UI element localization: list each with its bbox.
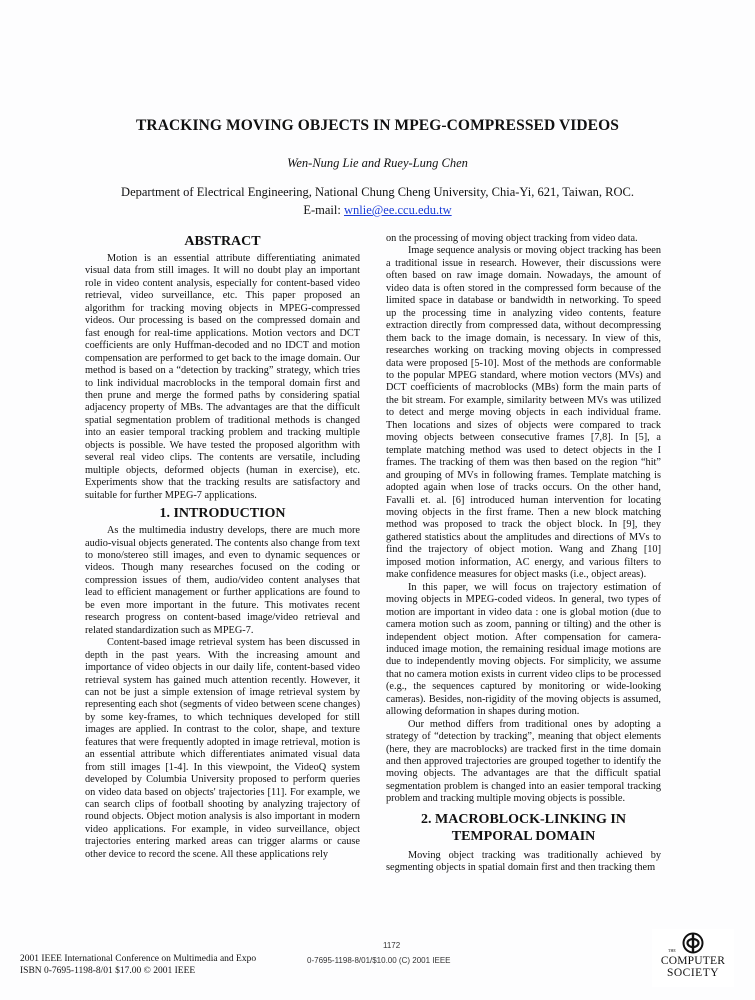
abstract-text: Motion is an essential attribute differentiating animated visual data from still images. It will no doubt play an important role in video content analysis, especially for content-based video retrieval, video surveillance, etc. This paper proposed an algorithm for tracking moving objects in MPEG-compressed videos. Our processing is based on the compressed domain and fast enough for real-time applications. Motion vectors and DCT coefficients are only Huffman-decoded and no IDCT and motion compensation are performed to get back to the image domain. Our method is based on a “detection by tracking” strategy, which tries to link individual macroblocks in the temporal domain first and then prune and merge the formed paths by considering spatial adjacency property of MBs. The advantages are that the difficult spatial segmentation problem of traditional methods is changed into an easier temporal tracking problem and tracking multiple objects is possible. We have tested the proposed algorithm with several real video clips. The contents are versatile, including multiple objects, deformed objects (human in exercise), etc. Experiments show that the tracking results are satisfactory and suitable for further MPEG-7 applications. [85,253,360,501]
page-number: 1172 [383,941,401,950]
section2-heading-line1: 2. MACROBLOCK-LINKING IN [421,811,626,827]
introduction-heading: 1. INTRODUCTION [159,506,286,522]
intro-paragraph: In this paper, we will focus on trajectory estimation of moving objects in MPEG-coded videos. In general, two types of motion are important in video data : one is global motion (due to camera motion such as zoom, panning or tilting) and the other is independent object motion. After compensation for camera-induced image motion, the remaining residual image motions are due to independently moving objects. For simplicity, we assume that no camera motion exists in current video clips to be processed (e.g., the sequences captured by monitoring or wide-looking cameras). Besides, non-rigidity of the moving objects is assumed, allowing deformation in shapes during motion. [386,581,661,718]
intro-paragraph: Image sequence analysis or moving object tracking has been a traditional issue in research. However, their discussions were often based on raw image domain. Nowadays, the amount of video data is often stored in the compressed form because of the limited space in database or bandwidth in networking. To speed up the processing time in analyzing video contents, feature extraction directly from compressed data, without decompressing them back to the image domain, is necessary. In view of this, researches working on tracking moving objects in compressed data were proposed [5-10]. Most of the methods are conformable to the popular MPEG standard, where motion vectors (MVs) and DCT coefficients of macroblocks (MBs) form the main parts of the bit stream. For example, similarity between MVs was utilized to detect and merge moving objects in each individual frame. Then locations and sizes of objects were compared to track moving objects between consecutive frames [7,8]. In [5], a template matching method was used to detect objects in the I frames. The tracking of them was then based on the region “hit” and grouping of MVs in following frames. Template matching is adopted again when lose of tracks occurs. On the other hand, Favalli et. al. [6] introduced human intervention for locating moving objects in the first frame. Then a new block matching method was proposed to track the object block. In [9], they gathered statistics about the amplitudes and directions of MVs to find the trajectory of object motion. Wang and Zhang [10] imposed motion information, AC energy, and various filters to make confidence measures for object masks (i.e., object areas). [386,245,661,581]
abstract-heading: ABSTRACT [184,234,261,249]
intro-paragraph-continued: on the processing of moving object tracking from video data. [386,233,638,244]
section2-paragraph: Moving object tracking was traditionally achieved by segmenting objects in spatial domain first and then tracking them [386,849,661,874]
email-link[interactable]: wnlie@ee.ccu.edu.tw [343,203,452,217]
intro-paragraph: Our method differs from traditional ones by adopting a strategy of “detection by tracking”, meaning that object elements (here, they are macroblocks) are tracked first in the time domain and then approved trajectories are grouped together to identify the moving objects. The advantages are that the difficult spatial segmentation problem is changed into an easier temporal tracking problem and tracking multiple moving objects is possible. [386,718,661,805]
intro-paragraph: As the multimedia industry develops, there are much more audio-visual objects generated. The contents also change from text to mono/stereo still images, and even to dynamic sequences or videos. Though many researches focused on the coding or compression issues of them, audio/video content analyses that lead to efficient management or further applications are found to be even more important in the future. This motivates recent research progress on content-based image/video retrieval and related standardization such as MPEG-7. [85,525,360,636]
affiliation: Department of Electrical Engineering, National Chung Cheng University, Chia-Yi, 621, Taiwan, ROC. [121,185,634,199]
paper-title: TRACKING MOVING OBJECTS IN MPEG-COMPRESSED VIDEOS [135,117,619,134]
conference-name: 2001 IEEE International Conference on Multimedia and Expo [20,954,257,964]
phi-logo-icon [682,932,704,954]
author-list: Wen-Nung Lie and Ruey-Lung Chen [287,156,468,170]
email-label: E-mail: [303,203,344,217]
logo-society-text: SOCIETY [666,967,720,979]
isbn-line: ISBN 0-7695-1198-8/01 $17.00 © 2001 IEEE [20,966,196,976]
email-line [0,203,755,218]
intro-paragraph: Content-based image retrieval system has been discussed in depth in the past years. With the increasing amount and importance of video objects in our daily life, content-based video retrieval system has gained much attention recently. However, it can not be just a simple extension of image retrieval system by representing each shot (segments of video between scene changes) by some key-frames, to which techniques developed for still images are applied. In contrast to the color, shape, and texture features that were frequently adopted in image retrieval, motion is an essential attribute which differentiates animated visual data from still images [1-4]. In this viewpoint, the VideoQ system developed by Columbia University proposed to perform queries on video data based on objects' trajectories [11]. For example, we can search clips of football shooting by analyzing trajectory of round objects. Object motion analysis is also important in modern video applications. For example, in video surveillance, object trajectories entering marked areas can trigger alarms or cause other device to record the scene. All these applications rely [85,637,360,860]
logo-computer-text: COMPUTER [660,955,726,967]
copyright-line: 0-7695-1198-8/01/$10.00 (C) 2001 IEEE [307,956,451,965]
right-column [386,233,661,875]
logo-the-text: THE [668,948,676,953]
section2-heading-line2: TEMPORAL DOMAIN [451,828,596,844]
conference-footer [20,953,256,977]
left-column [85,233,360,861]
computer-society-logo [652,929,734,987]
section2-heading [386,811,661,845]
